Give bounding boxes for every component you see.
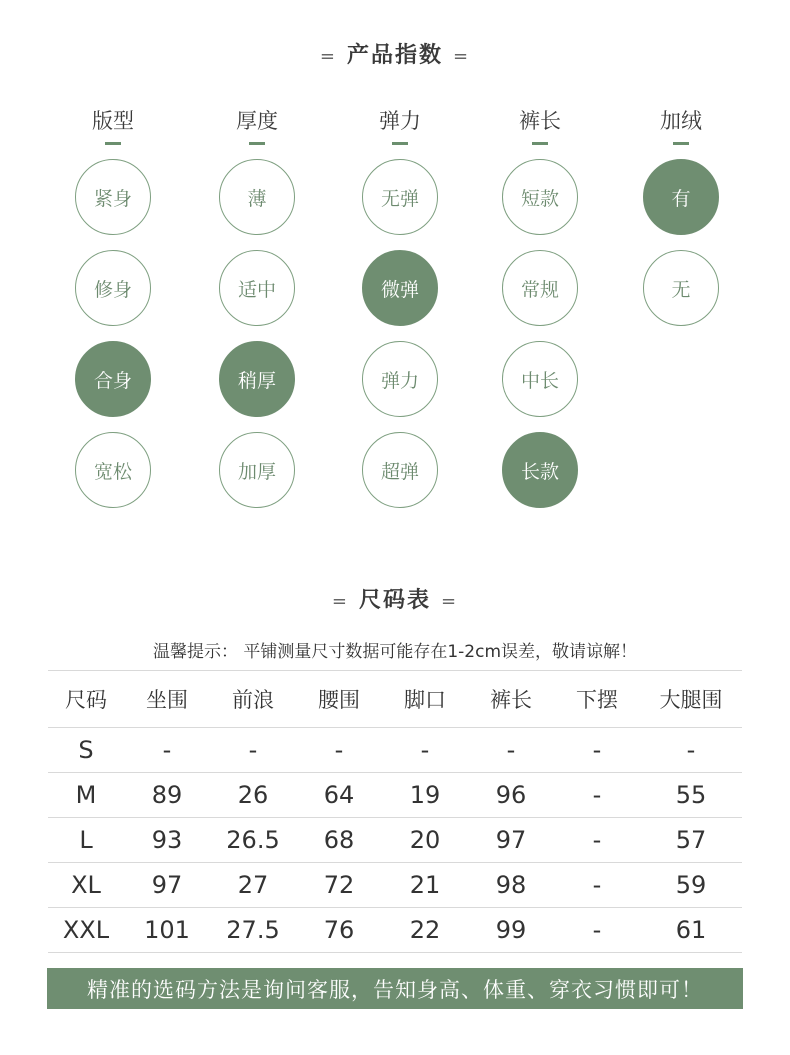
column-header: 弹力 <box>379 109 421 133</box>
option-circle-selected: 合身 <box>75 341 151 417</box>
table-cell: - <box>554 773 640 818</box>
table-row <box>48 773 742 818</box>
header-underline <box>532 142 548 145</box>
title-dash-right: = <box>453 46 471 67</box>
table-cell: XXL <box>48 908 124 953</box>
table-cell: S <box>48 728 124 773</box>
table-cell: 96 <box>468 773 554 818</box>
table-cell: 59 <box>640 863 742 908</box>
table-cell: M <box>48 773 124 818</box>
header-underline <box>249 142 265 145</box>
table-cell: 57 <box>640 818 742 863</box>
table-cell: 21 <box>382 863 468 908</box>
table-header-cell: 裤长 <box>468 671 554 728</box>
table-cell: 68 <box>296 818 382 863</box>
option-circle: 无 <box>643 250 719 326</box>
option-circle-selected: 微弹 <box>362 250 438 326</box>
option-circle: 紧身 <box>75 159 151 235</box>
table-cell: - <box>640 728 742 773</box>
table-header-cell: 下摆 <box>554 671 640 728</box>
title-dash-left: = <box>331 591 349 612</box>
option-circle-selected: 稍厚 <box>219 341 295 417</box>
option-circle: 薄 <box>219 159 295 235</box>
table-cell: XL <box>48 863 124 908</box>
table-row <box>48 818 742 863</box>
column-header: 版型 <box>92 109 134 133</box>
option-circle: 修身 <box>75 250 151 326</box>
table-cell: - <box>554 818 640 863</box>
table-cell: - <box>296 728 382 773</box>
table-cell: - <box>210 728 296 773</box>
table-body <box>48 728 742 953</box>
column-header: 厚度 <box>236 109 278 133</box>
table-header-cell: 坐围 <box>124 671 210 728</box>
table-cell: 61 <box>640 908 742 953</box>
table-cell: - <box>554 728 640 773</box>
table-cell: 26 <box>210 773 296 818</box>
option-circle-selected: 有 <box>643 159 719 235</box>
table-cell: 93 <box>124 818 210 863</box>
column-header: 加绒 <box>660 109 702 133</box>
option-circle-selected: 长款 <box>502 432 578 508</box>
table-row <box>48 728 742 773</box>
index-column <box>53 104 173 523</box>
size-section-title <box>0 583 790 614</box>
header-underline <box>673 142 689 145</box>
option-circle: 常规 <box>502 250 578 326</box>
table-header-cell: 前浪 <box>210 671 296 728</box>
title-dash-left: = <box>319 46 337 67</box>
table-cell: L <box>48 818 124 863</box>
option-circle: 加厚 <box>219 432 295 508</box>
table-cell: 97 <box>468 818 554 863</box>
table-cell: - <box>382 728 468 773</box>
table-row <box>48 908 742 953</box>
header-underline <box>392 142 408 145</box>
table-cell: - <box>124 728 210 773</box>
measurement-notice: 温馨提示： 平铺测量尺寸数据可能存在1-2cm误差，敬请谅解！ <box>152 642 638 662</box>
size-title-text: 尺码表 <box>358 588 431 613</box>
table-cell: 72 <box>296 863 382 908</box>
option-circle: 适中 <box>219 250 295 326</box>
table-cell: 27 <box>210 863 296 908</box>
table-cell: - <box>554 908 640 953</box>
table-cell: 19 <box>382 773 468 818</box>
table-header-cell: 大腿围 <box>640 671 742 728</box>
table-header-cell: 尺码 <box>48 671 124 728</box>
table-cell: 26.5 <box>210 818 296 863</box>
table-row <box>48 863 742 908</box>
title-dash-right: = <box>441 591 459 612</box>
table-cell: 22 <box>382 908 468 953</box>
option-circle: 短款 <box>502 159 578 235</box>
table-cell: 76 <box>296 908 382 953</box>
table-cell: 97 <box>124 863 210 908</box>
table-cell: 89 <box>124 773 210 818</box>
index-column <box>621 104 741 341</box>
option-circle: 无弹 <box>362 159 438 235</box>
sizing-advice-banner: 精准的选码方法是询问客服，告知身高、体重、穿衣习惯即可！ <box>47 968 743 1009</box>
table-header-row <box>48 671 742 728</box>
table-cell: 27.5 <box>210 908 296 953</box>
table-cell: 20 <box>382 818 468 863</box>
option-circle: 中长 <box>502 341 578 417</box>
table-header-cell: 脚口 <box>382 671 468 728</box>
option-circle: 弹力 <box>362 341 438 417</box>
column-header: 裤长 <box>519 109 561 133</box>
index-title-text: 产品指数 <box>346 43 443 68</box>
option-circle: 宽松 <box>75 432 151 508</box>
option-circle: 超弹 <box>362 432 438 508</box>
header-underline <box>105 142 121 145</box>
table-cell: 55 <box>640 773 742 818</box>
table-header-cell: 腰围 <box>296 671 382 728</box>
index-column <box>340 104 460 523</box>
table-cell: 98 <box>468 863 554 908</box>
table-cell: 99 <box>468 908 554 953</box>
table-cell: - <box>468 728 554 773</box>
table-cell: 64 <box>296 773 382 818</box>
index-column <box>197 104 317 523</box>
index-column <box>480 104 600 523</box>
size-chart-table <box>48 670 742 953</box>
index-section-title <box>0 38 790 69</box>
table-cell: 101 <box>124 908 210 953</box>
table-cell: - <box>554 863 640 908</box>
